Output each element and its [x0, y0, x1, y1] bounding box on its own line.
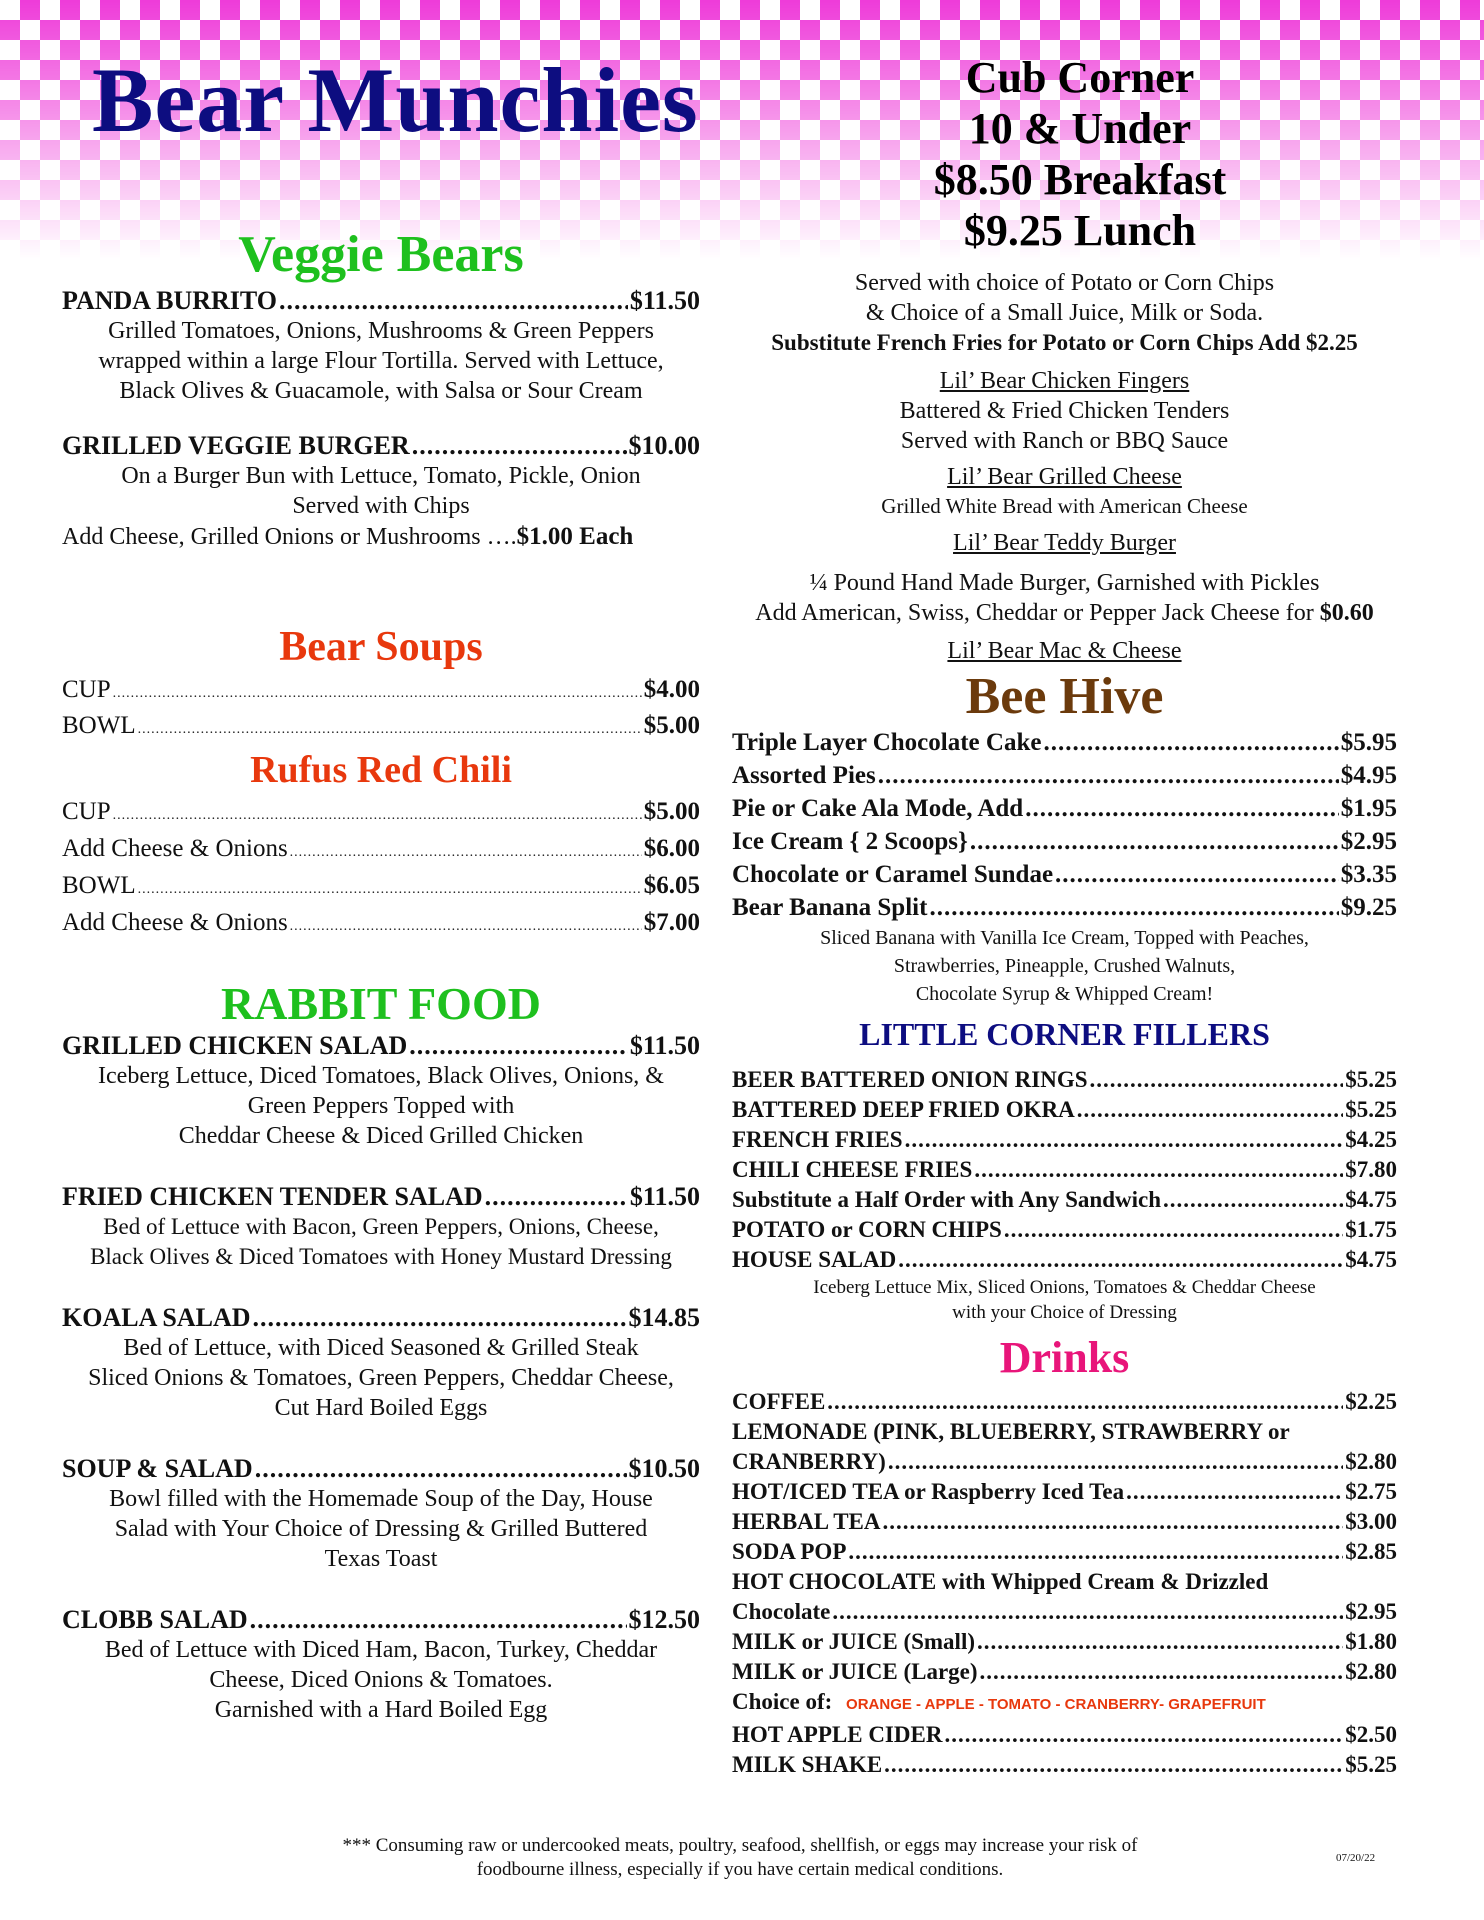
cocoa-line1: HOT CHOCOLATE with Whipped Cream & Drizzled [732, 1569, 1269, 1595]
item-name: Chocolate [732, 1599, 831, 1625]
item-name: BOWL [62, 871, 136, 899]
desc-line: Served with choice of Potato or Corn Chips [854, 270, 1275, 296]
desc-line: Served with Ranch or BBQ Sauce [900, 428, 1229, 454]
item-name: Ice Cream { 2 Scoops} [732, 827, 968, 855]
desc-line: Sliced Banana with Vanilla Ice Cream, Topped with Peaches, [820, 926, 1309, 949]
item-price: $11.50 [629, 285, 700, 315]
desc-line: Served with Chips [292, 492, 470, 519]
menu-item-herbal-tea [732, 1507, 1397, 1537]
desc-line: & Choice of a Small Juice, Milk or Soda. [865, 300, 1264, 326]
left-column [62, 228, 700, 1725]
item-description [62, 1212, 700, 1272]
item-name: BEER BATTERED ONION RINGS [732, 1067, 1088, 1093]
item-name: CUP [62, 797, 111, 825]
soups-heading: Bear Soups [279, 623, 483, 670]
item-name: BOWL [62, 711, 136, 739]
veggie-heading: Veggie Bears [238, 226, 524, 283]
kids-grilled-cheese-title: Lil’ Bear Grilled Cheese [947, 464, 1182, 490]
item-price: $4.00 [643, 675, 700, 703]
menu-item-apple-cider [732, 1720, 1397, 1750]
item-name: KOALA SALAD [62, 1302, 251, 1332]
item-price: $5.95 [1340, 728, 1397, 756]
menu-item-grilled-chicken-salad [62, 1030, 700, 1061]
item-name: Substitute a Half Order with Any Sandwich [732, 1187, 1161, 1213]
kids-chicken-fingers-title: Lil’ Bear Chicken Fingers [939, 368, 1190, 394]
desc-line: Chocolate Syrup & Whipped Cream! [915, 982, 1214, 1005]
menu-item-soup-bowl [62, 711, 700, 745]
desc-line: Black Olives & Diced Tomatoes with Honey Mustard Dressing [90, 1243, 672, 1269]
item-name: HERBAL TEA [732, 1509, 881, 1535]
desc-line: Black Olives & Guacamole, with Salsa or Sour Cream [119, 377, 643, 404]
item-name: MILK SHAKE [732, 1752, 883, 1778]
desc-line: Cheese, Diced Onions & Tomatoes. [209, 1666, 553, 1693]
item-description: Grilled White Bread with American Cheese [881, 494, 1248, 518]
chili-heading: Rufus Red Chili [250, 748, 512, 791]
item-price: $5.25 [1345, 1752, 1397, 1778]
desc-line: Bed of Lettuce with Bacon, Green Peppers, Onions, Cheese, [103, 1213, 659, 1239]
menu-item-coffee [732, 1387, 1397, 1417]
desc-line: with your Choice of Dressing [952, 1302, 1177, 1324]
menu-item-chili-bowl-cheese [62, 908, 700, 942]
menu-item-milk-shake [732, 1750, 1397, 1780]
menu-item-milk-small [732, 1627, 1397, 1657]
menu-item-chili-cup [62, 797, 700, 831]
cub-corner-header [860, 52, 1300, 256]
kids-substitute: Substitute French Fries for Potato or Corn Chips Add $2.25 [771, 330, 1358, 355]
desc-line: Salad with Your Choice of Dressing & Grilled Buttered [114, 1515, 648, 1542]
item-price: $2.80 [1345, 1659, 1397, 1685]
desc-line: Cut Hard Boiled Eggs [274, 1394, 488, 1421]
beehive-heading: Bee Hive [965, 668, 1164, 725]
menu-item-clobb-salad [62, 1604, 700, 1635]
desc-price: $0.60 [1319, 600, 1374, 626]
item-description [732, 1275, 1397, 1325]
menu-item-sundae [732, 858, 1397, 891]
menu-item-chips [732, 1215, 1397, 1245]
item-name: FRENCH FRIES [732, 1127, 903, 1153]
item-price: $5.00 [643, 797, 700, 825]
item-name: Bear Banana Split [732, 893, 928, 921]
item-price: $2.25 [1345, 1389, 1397, 1415]
cub-corner-breakfast-price: $8.50 Breakfast [933, 155, 1227, 204]
item-name: GRILLED VEGGIE BURGER [62, 430, 410, 460]
item-price: $14.85 [628, 1302, 700, 1332]
menu-item-assorted-pies [732, 759, 1397, 792]
addon-price: $1.00 Each [516, 522, 634, 550]
veggie-addon [62, 521, 700, 553]
desc-line: Iceberg Lettuce Mix, Sliced Onions, Tomatoes & Cheddar Cheese [813, 1277, 1316, 1299]
item-description [62, 1635, 700, 1725]
item-price: $1.80 [1345, 1629, 1397, 1655]
menu-item-chili-cheese-fries [732, 1155, 1397, 1185]
desc-line: Iceberg Lettuce, Diced Tomatoes, Black Olives, Onions, & [98, 1062, 664, 1089]
item-price: $2.50 [1345, 1722, 1397, 1748]
cub-corner-age: 10 & Under [968, 104, 1192, 153]
menu-item-soup-and-salad [62, 1453, 700, 1484]
item-price: $2.95 [1345, 1599, 1397, 1625]
item-price: $6.05 [643, 871, 700, 899]
item-name: Chocolate or Caramel Sundae [732, 860, 1054, 888]
item-name: HOT APPLE CIDER [732, 1722, 943, 1748]
item-price: $5.25 [1345, 1067, 1397, 1093]
menu-item-milk-large [732, 1657, 1397, 1687]
addon-text: Add Cheese, Grilled Onions or Mushrooms …. [62, 523, 517, 550]
item-name: MILK or JUICE (Large) [732, 1659, 978, 1685]
desc-line [732, 598, 1397, 628]
item-name: GRILLED CHICKEN SALAD [62, 1030, 408, 1060]
item-price: $2.95 [1340, 827, 1397, 855]
item-description [62, 1333, 700, 1423]
item-price: $4.95 [1340, 761, 1397, 789]
menu-item-onion-rings [732, 1065, 1397, 1095]
item-name: BATTERED DEEP FRIED OKRA [732, 1097, 1075, 1123]
warning-line: *** Consuming raw or undercooked meats, poultry, seafood, shellfish, or eggs may increase your risk of [342, 1835, 1138, 1856]
kids-intro [732, 268, 1397, 328]
lemonade-line1: LEMONADE (PINK, BLUEBERRY, STRAWBERRY or [732, 1419, 1290, 1445]
kids-mac-cheese-title: Lil’ Bear Mac & Cheese [947, 638, 1182, 664]
item-price: $11.50 [629, 1030, 700, 1060]
menu-item-hot-chocolate [732, 1597, 1397, 1627]
item-price: $4.25 [1345, 1127, 1397, 1153]
item-name: Assorted Pies [732, 761, 876, 789]
item-description [62, 1484, 700, 1574]
desc-line: On a Burger Bun with Lettuce, Tomato, Pickle, Onion [121, 462, 641, 489]
item-price: $5.25 [1345, 1097, 1397, 1123]
menu-item-soup-cup [62, 675, 700, 709]
menu-item-french-fries [732, 1125, 1397, 1155]
item-name: PANDA BURRITO [62, 285, 278, 315]
juice-choices [732, 1687, 1397, 1720]
cub-corner-title: Cub Corner [965, 53, 1195, 102]
menu-item-tea [732, 1477, 1397, 1507]
item-price: $10.50 [628, 1453, 700, 1483]
restaurant-title: Bear Munchies [92, 49, 699, 151]
cub-corner-lunch-price: $9.25 Lunch [963, 206, 1197, 255]
item-description [62, 461, 700, 521]
menu-item-ice-cream [732, 825, 1397, 858]
item-price: $3.35 [1340, 860, 1397, 888]
item-price: $6.00 [643, 834, 700, 862]
desc-line: Battered & Fried Chicken Tenders [899, 398, 1230, 424]
item-price: $11.50 [629, 1181, 700, 1211]
footer-warning [240, 1834, 1240, 1882]
menu-date: 07/20/22 [1336, 1852, 1376, 1864]
menu-item-chili-bowl [62, 871, 700, 905]
choice-label: Choice of: [732, 1689, 833, 1715]
desc-line: ¼ Pound Hand Made Burger, Garnished with Pickles [809, 570, 1320, 596]
menu-item-fried-chicken-tender-salad [62, 1181, 700, 1212]
menu-item-panda-burrito [62, 285, 700, 316]
menu-item-chocolate-cake [732, 727, 1397, 759]
item-name: CLOBB SALAD [62, 1604, 248, 1634]
menu-item-lemonade [732, 1447, 1397, 1477]
kids-teddy-burger-title: Lil’ Bear Teddy Burger [953, 530, 1176, 556]
item-price: $9.25 [1340, 893, 1397, 921]
desc-line: wrapped within a large Flour Tortilla. Served with Lettuce, [98, 347, 664, 374]
item-name: Triple Layer Chocolate Cake [732, 728, 1042, 756]
item-name: POTATO or CORN CHIPS [732, 1217, 1002, 1243]
item-price: $4.75 [1345, 1247, 1397, 1273]
desc-line: Sliced Onions & Tomatoes, Green Peppers, Cheddar Cheese, [88, 1364, 674, 1391]
item-price: $1.75 [1345, 1217, 1397, 1243]
item-description [62, 316, 700, 406]
fillers-heading: LITTLE CORNER FILLERS [859, 1015, 1270, 1052]
item-price: $7.80 [1345, 1157, 1397, 1183]
desc-line: Cheddar Cheese & Diced Grilled Chicken [178, 1122, 584, 1149]
item-description [732, 396, 1397, 456]
item-name: HOT/ICED TEA or Raspberry Iced Tea [732, 1479, 1125, 1505]
item-name: MILK or JUICE (Small) [732, 1629, 975, 1655]
item-price: $7.00 [643, 908, 700, 936]
item-price: $3.00 [1345, 1509, 1397, 1535]
menu-item-veggie-burger [62, 430, 700, 461]
item-name: Add Cheese & Onions [62, 908, 288, 936]
item-name: CRANBERRY) [732, 1449, 886, 1475]
item-price: $12.50 [628, 1604, 700, 1634]
item-price: $4.75 [1345, 1187, 1397, 1213]
item-price: $2.75 [1345, 1479, 1397, 1505]
desc-line: Bowl filled with the Homemade Soup of the Day, House [109, 1485, 653, 1512]
item-price: $10.00 [628, 430, 700, 460]
menu-item-chili-cup-cheese [62, 834, 700, 868]
item-price: $2.85 [1345, 1539, 1397, 1565]
item-price: $1.95 [1340, 794, 1397, 822]
menu-item-half-order [732, 1185, 1397, 1215]
desc-line: Green Peppers Topped with [247, 1092, 515, 1119]
item-description [732, 568, 1397, 628]
desc-line: Grilled Tomatoes, Onions, Mushrooms & Green Peppers [108, 317, 654, 344]
warning-line: foodbourne illness, especially if you have certain medical conditions. [476, 1859, 1004, 1880]
item-name: FRIED CHICKEN TENDER SALAD [62, 1181, 483, 1211]
item-name: COFFEE [732, 1389, 826, 1415]
menu-item-house-salad [732, 1245, 1397, 1275]
right-column [732, 268, 1397, 1780]
desc-line: Bed of Lettuce with Diced Ham, Bacon, Turkey, Cheddar [104, 1636, 658, 1663]
drinks-heading: Drinks [999, 1333, 1130, 1383]
choice-options: ORANGE - APPLE - TOMATO - CRANBERRY- GRAPEFRUIT [846, 1696, 1266, 1714]
item-name: Add Cheese & Onions [62, 834, 288, 862]
item-description [62, 1061, 700, 1151]
desc-text: Add American, Swiss, Cheddar or Pepper Jack Cheese for [755, 600, 1320, 626]
desc-line: Strawberries, Pineapple, Crushed Walnuts, [893, 954, 1236, 977]
desc-line: Texas Toast [324, 1545, 438, 1572]
item-name: SOUP & SALAD [62, 1453, 253, 1483]
desc-line: Bed of Lettuce, with Diced Seasoned & Grilled Steak [123, 1334, 639, 1361]
menu-item-ala-mode [732, 792, 1397, 825]
item-price: $5.00 [643, 711, 700, 739]
item-name: CHILI CHEESE FRIES [732, 1157, 973, 1183]
menu-item-banana-split [732, 891, 1397, 924]
item-name: SODA POP [732, 1539, 847, 1565]
menu-item-soda [732, 1537, 1397, 1567]
rabbit-heading: RABBIT FOOD [221, 977, 541, 1029]
item-name: CUP [62, 675, 111, 703]
item-name: Pie or Cake Ala Mode, Add [732, 794, 1024, 822]
desc-line: Garnished with a Hard Boiled Egg [214, 1696, 548, 1723]
item-price: $2.80 [1345, 1449, 1397, 1475]
item-description [732, 924, 1397, 1008]
menu-item-okra [732, 1095, 1397, 1125]
menu-item-koala-salad [62, 1302, 700, 1333]
item-name: HOUSE SALAD [732, 1247, 897, 1273]
